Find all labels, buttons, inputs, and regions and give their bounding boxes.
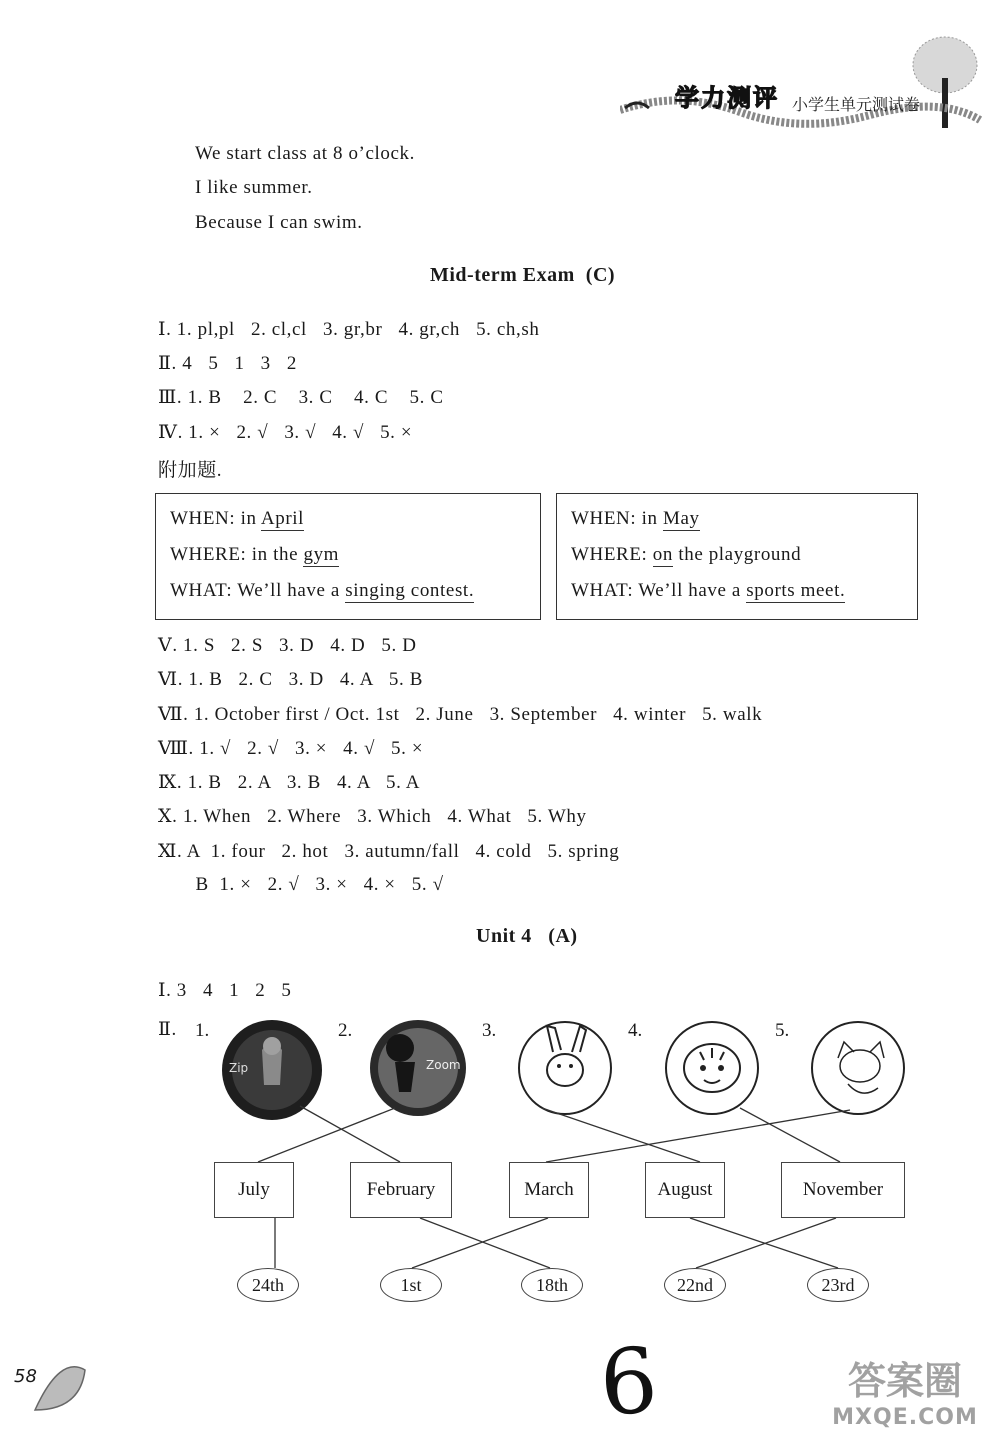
item-number-1: 1. <box>195 1020 210 1041</box>
page-number: 58 <box>14 1366 37 1387</box>
box2-when: WHEN: in May <box>571 508 700 529</box>
cat-picture <box>812 1022 904 1114</box>
box2-what: WHAT: We’ll have a sports meet. <box>571 580 846 601</box>
midterm-line-1: Ⅰ. 1. pl,pl 2. cl,cl 3. gr,br 4. gr,ch 5. ch,sh <box>158 319 540 340</box>
unit4-title: Unit 4 (A) <box>476 925 578 947</box>
zoom-label: Zoom <box>426 1058 461 1072</box>
item-number-3: 3. <box>482 1020 497 1041</box>
midterm-line-7: Ⅶ. 1. October first / Oct. 1st 2. June 3. September 4. winter 5. walk <box>158 704 763 725</box>
bonus-label: 附加题. <box>158 460 223 481</box>
box1-what: WHAT: We’ll have a singing contest. <box>170 580 475 601</box>
midterm-line-5: Ⅴ. 1. S 2. S 3. D 4. D 5. D <box>158 635 417 656</box>
intro-line-1: We start class at 8 o’clock. <box>195 143 415 164</box>
month-box-august: August <box>645 1162 725 1218</box>
month-box-february: February <box>350 1162 452 1218</box>
intro-line-2: I like summer. <box>195 177 313 198</box>
midterm-line-8: Ⅷ. 1. √ 2. √ 3. × 4. √ 5. × <box>158 738 424 759</box>
midterm-title: Mid-term Exam (C) <box>430 264 616 286</box>
item-number-4: 4. <box>628 1020 643 1041</box>
intro-line-3: Because I can swim. <box>195 212 363 233</box>
watermark-logo: 答案圈 MXQE.COM <box>832 1359 978 1430</box>
midterm-line-2: Ⅱ. 4 5 1 3 2 <box>158 353 297 374</box>
date-oval-22nd: 22nd <box>664 1268 726 1302</box>
midterm-line-9: Ⅸ. 1. B 2. A 3. B 4. A 5. A <box>158 772 421 793</box>
month-box-july: July <box>214 1162 294 1218</box>
unit4-q2-label: Ⅱ. <box>158 1019 177 1040</box>
midterm-line-4: Ⅳ. 1. × 2. √ 3. √ 4. √ 5. × <box>158 422 413 443</box>
box2-where: WHERE: on the playground <box>571 544 802 565</box>
midterm-line-6: Ⅵ. 1. B 2. C 3. D 4. A 5. B <box>158 669 423 690</box>
midterm-line-10: Ⅹ. 1. When 2. Where 3. Which 4. What 5. Why <box>158 806 587 827</box>
tiger-picture <box>666 1022 758 1114</box>
month-box-march: March <box>509 1162 589 1218</box>
midterm-line-3: Ⅲ. 1. B 2. C 3. C 4. C 5. C <box>158 387 444 408</box>
date-oval-24th: 24th <box>237 1268 299 1302</box>
rabbit-picture <box>519 1022 611 1114</box>
unit4-q1: Ⅰ. 3 4 1 2 5 <box>158 980 292 1001</box>
date-oval-1st: 1st <box>380 1268 442 1302</box>
midterm-line-11: Ⅺ. A 1. four 2. hot 3. autumn/fall 4. cold 5. spring <box>158 841 620 862</box>
item-number-5: 5. <box>775 1020 790 1041</box>
date-oval-18th: 18th <box>521 1268 583 1302</box>
midterm-line-12: B 1. × 2. √ 3. × 4. × 5. √ <box>158 874 444 895</box>
date-oval-23rd: 23rd <box>807 1268 869 1302</box>
item-number-2: 2. <box>338 1020 353 1041</box>
month-box-november: November <box>781 1162 905 1218</box>
brand-subtitle: 小学生单元测试卷 <box>792 95 921 114</box>
box1-where: WHERE: in the gym <box>170 544 340 565</box>
leaf-icon <box>30 1360 90 1425</box>
handwritten-mark: 6 <box>596 1328 661 1437</box>
box1-when: WHEN: in April <box>170 508 305 529</box>
zip-label: Zip <box>229 1061 249 1075</box>
brand-title: 学力测评 <box>675 84 779 112</box>
